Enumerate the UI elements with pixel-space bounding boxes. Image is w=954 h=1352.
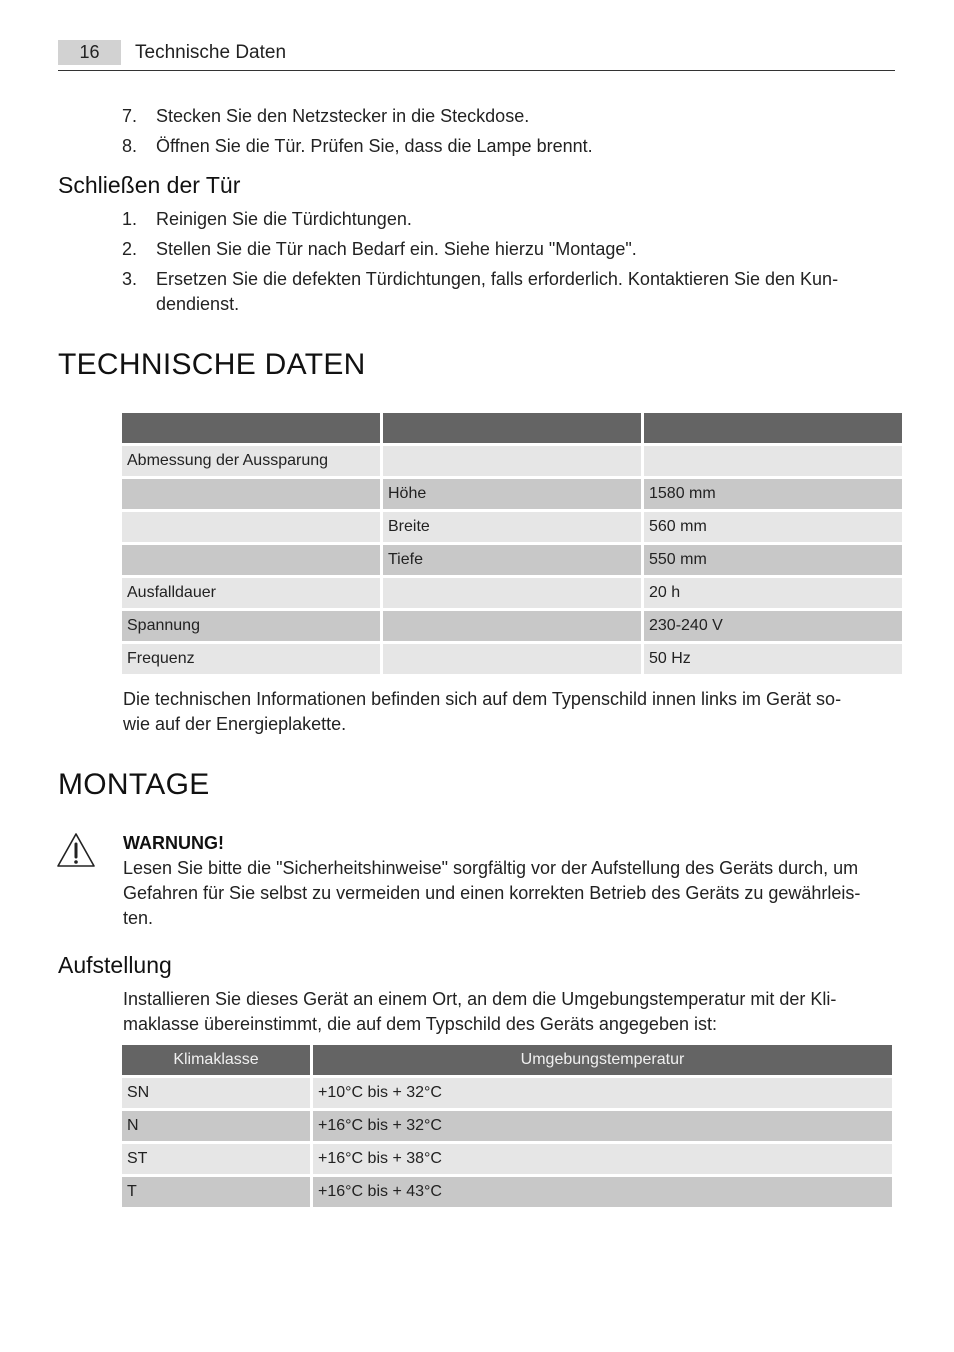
table-cell: Tiefe xyxy=(383,545,641,575)
technical-note-line: wie auf der Energieplakette. xyxy=(123,714,347,734)
table-header-cell xyxy=(644,413,902,443)
page-number: 16 xyxy=(58,40,121,65)
warning-title: WARNUNG! xyxy=(123,833,224,853)
warning-text xyxy=(123,856,895,931)
technical-data-table xyxy=(119,410,905,677)
table-row xyxy=(122,446,902,476)
section-heading-installation: Aufstellung xyxy=(58,952,172,978)
section-heading-technical-data: TECHNISCHE DATEN xyxy=(58,348,366,381)
table-cell xyxy=(383,644,641,674)
step-text: Reinigen Sie die Türdichtungen. xyxy=(156,209,412,229)
table-cell: T xyxy=(122,1177,310,1207)
table-cell: Spannung xyxy=(122,611,380,641)
step-text: Stecken Sie den Netzstecker in die Steckdose. xyxy=(156,106,530,126)
list-item xyxy=(122,237,882,262)
table-header-row xyxy=(122,1045,892,1075)
table-cell xyxy=(122,479,380,509)
table-header-cell: Klimaklasse xyxy=(122,1045,310,1075)
table-cell: 550 mm xyxy=(644,545,902,575)
table-header-cell: Umgebungstemperatur xyxy=(313,1045,892,1075)
list-item xyxy=(122,134,882,159)
list-item xyxy=(122,104,882,129)
table-cell: +16°C bis + 32°C xyxy=(313,1111,892,1141)
table-cell: N xyxy=(122,1111,310,1141)
step-number: 2. xyxy=(122,239,138,259)
table-cell: Breite xyxy=(383,512,641,542)
step-text: Ersetzen Sie die defekten Türdichtungen, falls erforderlich. Kontaktieren Sie den Kun-dendienst. xyxy=(156,269,839,314)
table-cell: 1580 mm xyxy=(644,479,902,509)
table-header-cell xyxy=(122,413,380,443)
warning-triangle-icon xyxy=(56,832,96,868)
section-heading-montage: MONTAGE xyxy=(58,768,210,801)
table-cell: 560 mm xyxy=(644,512,902,542)
step-number: 8. xyxy=(122,136,138,156)
table-cell xyxy=(383,611,641,641)
technical-note xyxy=(123,687,895,737)
table-cell: Ausfalldauer xyxy=(122,578,380,608)
list-item xyxy=(122,207,882,232)
table-row xyxy=(122,545,902,575)
climate-class-table xyxy=(119,1042,895,1210)
table-row xyxy=(122,479,902,509)
installation-intro-line: maklasse übereinstimmt, die auf dem Typschild des Geräts angegeben ist: xyxy=(123,1014,717,1034)
table-cell: +16°C bis + 38°C xyxy=(313,1144,892,1174)
table-cell: SN xyxy=(122,1078,310,1108)
table-cell xyxy=(122,512,380,542)
table-cell: 20 h xyxy=(644,578,902,608)
table-row xyxy=(122,611,902,641)
step-text: Öffnen Sie die Tür. Prüfen Sie, dass die Lampe brennt. xyxy=(156,136,593,156)
step-text: Stellen Sie die Tür nach Bedarf ein. Siehe hierzu "Montage". xyxy=(156,239,637,259)
table-cell xyxy=(644,446,902,476)
table-header-row xyxy=(122,413,902,443)
step-number: 1. xyxy=(122,209,138,229)
table-cell: 230-240 V xyxy=(644,611,902,641)
table-cell: +10°C bis + 32°C xyxy=(313,1078,892,1108)
table-cell: +16°C bis + 43°C xyxy=(313,1177,892,1207)
section-heading-closing-door: Schließen der Tür xyxy=(58,172,241,198)
step-number: 7. xyxy=(122,106,138,126)
table-cell: Abmessung der Aussparung xyxy=(122,446,380,476)
warning-text-line: Lesen Sie bitte die "Sicherheitshinweise" sorgfältig vor der Aufstellung des Geräts durch, um xyxy=(123,858,859,878)
table-row xyxy=(122,1177,892,1207)
table-row xyxy=(122,512,902,542)
table-cell xyxy=(122,545,380,575)
table-cell: Frequenz xyxy=(122,644,380,674)
installation-intro-line: Installieren Sie dieses Gerät an einem Ort, an dem die Umgebungstemperatur mit der Kli- xyxy=(123,989,837,1009)
table-cell: 50 Hz xyxy=(644,644,902,674)
technical-note-line: Die technischen Informationen befinden sich auf dem Typenschild innen links im Gerät so- xyxy=(123,689,842,709)
table-row xyxy=(122,1111,892,1141)
table-row xyxy=(122,1144,892,1174)
header-divider xyxy=(58,70,895,71)
table-row xyxy=(122,578,902,608)
table-header-cell xyxy=(383,413,641,443)
running-title: Technische Daten xyxy=(135,42,287,63)
step-number: 3. xyxy=(122,269,138,289)
warning-text-line: Gefahren für Sie selbst zu vermeiden und einen korrekten Betrieb des Geräts zu gewährleis- xyxy=(123,883,861,903)
table-row xyxy=(122,644,902,674)
list-item xyxy=(122,267,872,317)
installation-intro xyxy=(123,987,895,1037)
table-cell: ST xyxy=(122,1144,310,1174)
table-cell: Höhe xyxy=(383,479,641,509)
table-cell xyxy=(383,578,641,608)
table-cell xyxy=(383,446,641,476)
warning-text-line: ten. xyxy=(123,908,154,928)
table-row xyxy=(122,1078,892,1108)
